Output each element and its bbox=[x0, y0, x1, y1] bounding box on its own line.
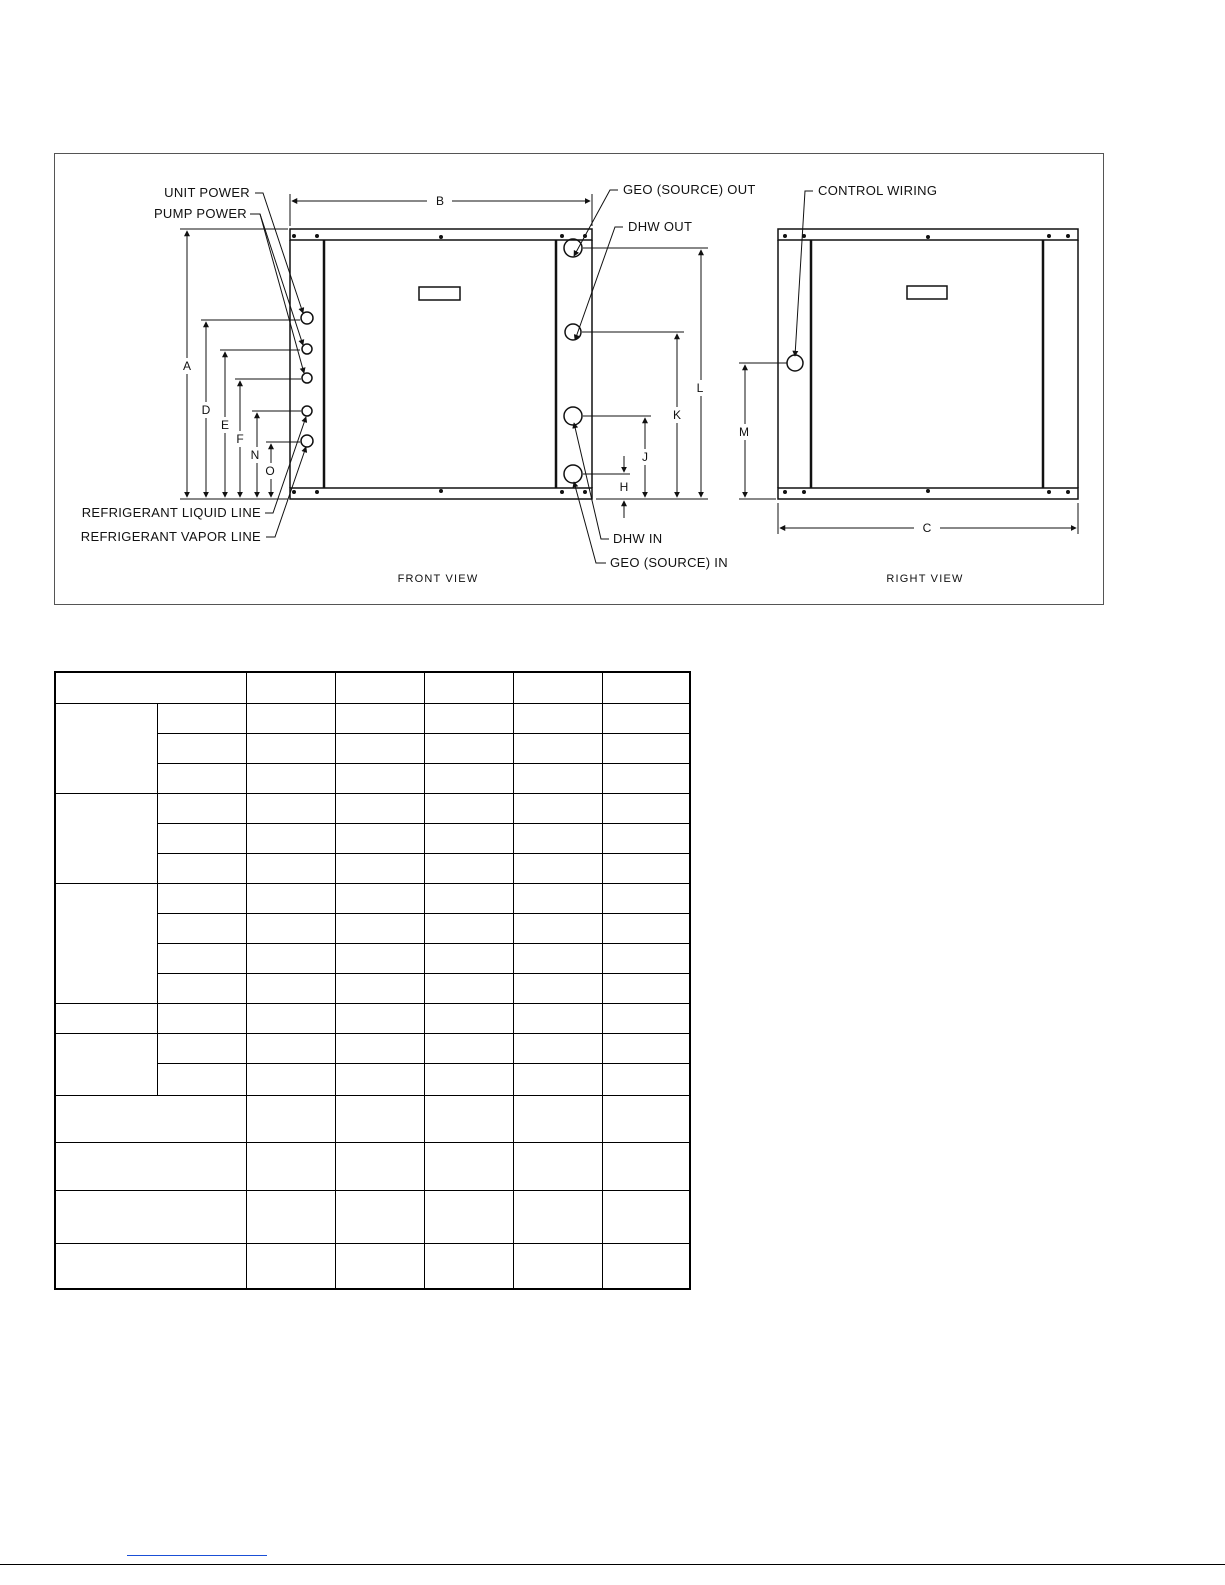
table-cell bbox=[157, 1003, 246, 1033]
table-cell bbox=[335, 913, 424, 943]
table-cell bbox=[335, 853, 424, 883]
table-cell bbox=[424, 853, 513, 883]
table-cell bbox=[335, 1243, 424, 1289]
pump-power-label: PUMP POWER bbox=[153, 206, 247, 221]
table-header-row bbox=[55, 672, 690, 703]
table-cell bbox=[246, 763, 335, 793]
table-cell bbox=[513, 1095, 602, 1142]
geo-source-in-label: GEO (SOURCE) IN bbox=[610, 555, 728, 570]
dim-b-label: B bbox=[435, 194, 445, 208]
table-cell bbox=[55, 1243, 246, 1289]
table-cell bbox=[157, 1033, 246, 1063]
control-wiring-label: CONTROL WIRING bbox=[818, 183, 938, 198]
table-cell bbox=[513, 672, 602, 703]
table-cell bbox=[55, 672, 246, 703]
table-cell bbox=[602, 1095, 690, 1142]
table-cell bbox=[602, 883, 690, 913]
table-cell bbox=[602, 793, 690, 823]
table-cell bbox=[602, 1243, 690, 1289]
table-cell bbox=[424, 823, 513, 853]
table-cell bbox=[335, 1190, 424, 1243]
table-cell bbox=[246, 1063, 335, 1095]
refrigerant-vapor-connection bbox=[301, 435, 313, 447]
table-cell bbox=[55, 1095, 246, 1142]
table-cell bbox=[335, 763, 424, 793]
table-cell bbox=[246, 1095, 335, 1142]
table-cell bbox=[157, 883, 246, 913]
dim-l-label: L bbox=[696, 381, 704, 395]
dim-h-label: H bbox=[619, 480, 629, 494]
table-cell bbox=[602, 1190, 690, 1243]
table-cell bbox=[157, 913, 246, 943]
dim-d-label: D bbox=[201, 403, 211, 417]
table-cell bbox=[513, 793, 602, 823]
table-cell bbox=[424, 703, 513, 733]
table-cell bbox=[157, 1063, 246, 1095]
table-cell bbox=[513, 703, 602, 733]
table-cell bbox=[602, 763, 690, 793]
table-cell bbox=[424, 672, 513, 703]
table-cell bbox=[157, 793, 246, 823]
geo-source-in-connection bbox=[564, 465, 582, 483]
table-cell bbox=[424, 1095, 513, 1142]
table-cell bbox=[424, 1243, 513, 1289]
table-group-cell bbox=[55, 1003, 157, 1033]
table-cell bbox=[246, 703, 335, 733]
table-cell bbox=[424, 973, 513, 1003]
dim-f-label: F bbox=[236, 432, 244, 446]
table-cell bbox=[424, 1190, 513, 1243]
table-cell bbox=[424, 793, 513, 823]
table-cell bbox=[602, 913, 690, 943]
right-view bbox=[778, 229, 1078, 499]
table-row bbox=[55, 1003, 690, 1033]
right-view-label: RIGHT VIEW bbox=[886, 573, 964, 585]
leader-lines bbox=[250, 190, 813, 563]
table-cell bbox=[157, 973, 246, 1003]
table-cell bbox=[246, 883, 335, 913]
table-cell bbox=[424, 733, 513, 763]
unit-power-knockout bbox=[301, 312, 313, 324]
dhw-out-label: DHW OUT bbox=[628, 219, 693, 234]
dim-e-label: E bbox=[220, 418, 230, 432]
footer-link-underline[interactable] bbox=[127, 1555, 267, 1556]
table-cell bbox=[513, 823, 602, 853]
table-row bbox=[55, 1142, 690, 1190]
table-cell bbox=[335, 1095, 424, 1142]
table-cell bbox=[602, 1003, 690, 1033]
table-row bbox=[55, 883, 690, 913]
geo-source-out-label: GEO (SOURCE) OUT bbox=[623, 182, 756, 197]
table-cell bbox=[424, 1142, 513, 1190]
table-group-cell bbox=[55, 703, 157, 793]
table-cell bbox=[602, 853, 690, 883]
table-cell bbox=[424, 1003, 513, 1033]
table-cell bbox=[602, 1063, 690, 1095]
table-cell bbox=[55, 1190, 246, 1243]
table-cell bbox=[157, 733, 246, 763]
table-cell bbox=[335, 973, 424, 1003]
table-cell bbox=[602, 703, 690, 733]
table-cell bbox=[246, 973, 335, 1003]
dhw-in-connection bbox=[564, 407, 582, 425]
dimensions-table bbox=[54, 671, 691, 1290]
table-cell bbox=[424, 1033, 513, 1063]
table-cell bbox=[513, 853, 602, 883]
table-cell bbox=[55, 1142, 246, 1190]
table-cell bbox=[157, 943, 246, 973]
table-cell bbox=[602, 973, 690, 1003]
table-cell bbox=[424, 1063, 513, 1095]
geo-source-out-connection bbox=[564, 239, 582, 257]
front-nameplate bbox=[419, 287, 460, 300]
table-cell bbox=[335, 823, 424, 853]
table-cell bbox=[246, 943, 335, 973]
table-cell bbox=[424, 883, 513, 913]
pump-power-knockout bbox=[302, 344, 312, 354]
dim-k-label: K bbox=[672, 408, 682, 422]
dim-o-label: O bbox=[265, 464, 275, 478]
table-group-cell bbox=[55, 883, 157, 1003]
refrigerant-vapor-line-label: REFRIGERANT VAPOR LINE bbox=[80, 529, 261, 544]
table-cell bbox=[424, 913, 513, 943]
table-cell bbox=[335, 1033, 424, 1063]
footer-rule bbox=[0, 1564, 1225, 1565]
table-cell bbox=[513, 913, 602, 943]
table-cell bbox=[513, 1063, 602, 1095]
dhw-in-label: DHW IN bbox=[613, 531, 663, 546]
table-cell bbox=[157, 853, 246, 883]
table-cell bbox=[335, 733, 424, 763]
table-cell bbox=[513, 973, 602, 1003]
table-row bbox=[55, 703, 690, 733]
table-cell bbox=[513, 1190, 602, 1243]
front-bolts bbox=[292, 234, 587, 494]
table-cell bbox=[246, 793, 335, 823]
table-cell bbox=[246, 1190, 335, 1243]
front-view bbox=[290, 229, 592, 499]
table-cell bbox=[246, 1142, 335, 1190]
unit-power-label: UNIT POWER bbox=[164, 185, 250, 200]
table-cell bbox=[602, 1033, 690, 1063]
table-row bbox=[55, 1033, 690, 1063]
table-cell bbox=[513, 883, 602, 913]
table-cell bbox=[246, 1243, 335, 1289]
right-bolts bbox=[783, 234, 1070, 494]
table-cell bbox=[513, 1003, 602, 1033]
refrigerant-liquid-connection bbox=[302, 406, 312, 416]
table-cell bbox=[246, 1033, 335, 1063]
table-row bbox=[55, 1243, 690, 1289]
table-cell bbox=[335, 793, 424, 823]
table-group-cell bbox=[55, 1033, 157, 1095]
table-cell bbox=[335, 672, 424, 703]
table-cell bbox=[424, 943, 513, 973]
table-cell bbox=[602, 1142, 690, 1190]
table-cell bbox=[246, 853, 335, 883]
table-group-cell bbox=[55, 793, 157, 883]
dhw-out-connection bbox=[565, 324, 581, 340]
table-cell bbox=[246, 672, 335, 703]
table-cell bbox=[513, 1033, 602, 1063]
control-wiring-knockout bbox=[787, 355, 803, 371]
refrigerant-liquid-line-label: REFRIGERANT LIQUID LINE bbox=[81, 505, 261, 520]
table-row bbox=[55, 793, 690, 823]
right-nameplate bbox=[907, 286, 947, 299]
table-cell bbox=[335, 1142, 424, 1190]
dim-m-label: M bbox=[739, 425, 749, 439]
table-cell bbox=[424, 763, 513, 793]
table-cell bbox=[335, 1003, 424, 1033]
table-cell bbox=[513, 733, 602, 763]
table-cell bbox=[246, 823, 335, 853]
table-cell bbox=[157, 703, 246, 733]
table-cell bbox=[246, 913, 335, 943]
table-cell bbox=[602, 733, 690, 763]
dim-n-label: N bbox=[250, 448, 260, 462]
table-cell bbox=[157, 763, 246, 793]
table-cell bbox=[602, 672, 690, 703]
table-cell bbox=[513, 1243, 602, 1289]
table-cell bbox=[335, 943, 424, 973]
table-row bbox=[55, 1095, 690, 1142]
table-cell bbox=[246, 733, 335, 763]
front-view-label: FRONT VIEW bbox=[397, 573, 479, 585]
dim-j-label: J bbox=[642, 450, 648, 464]
table-cell bbox=[335, 883, 424, 913]
dim-a-label: A bbox=[182, 359, 192, 373]
table-cell bbox=[513, 1142, 602, 1190]
table-cell bbox=[513, 943, 602, 973]
table-cell bbox=[513, 763, 602, 793]
dim-c-label: C bbox=[922, 521, 932, 535]
table-cell bbox=[246, 1003, 335, 1033]
table-row bbox=[55, 1190, 690, 1243]
table-cell bbox=[335, 703, 424, 733]
pump-power-knockout-2 bbox=[302, 373, 312, 383]
table-cell bbox=[602, 943, 690, 973]
table-cell bbox=[602, 823, 690, 853]
table-cell bbox=[157, 823, 246, 853]
dimension-lines bbox=[180, 194, 1078, 534]
table-cell bbox=[335, 1063, 424, 1095]
